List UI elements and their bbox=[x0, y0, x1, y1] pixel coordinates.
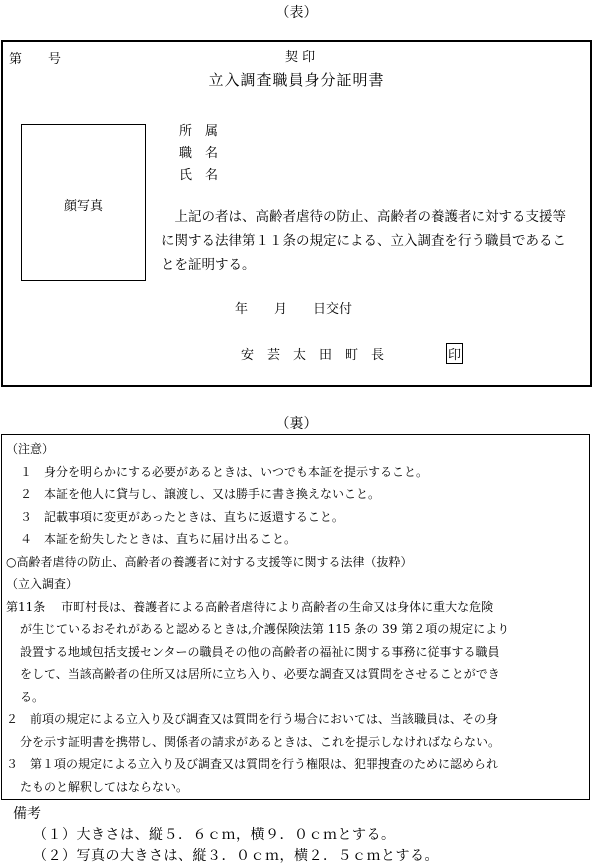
clause-2-line: ２ 前項の規定による立入り及び調査又は質問を行う場合においては、当該職員は、その身 bbox=[6, 712, 499, 726]
issuer: 安 芸 太 田 町 長 bbox=[241, 348, 385, 363]
caution-item: １ 身分を明らかにする必要があるときは、いつでも本証を提示すること。 bbox=[20, 464, 429, 479]
law-title: ○高齢者虐待の防止、高齢者の養護者に対する支援等に関する法律（抜粋） bbox=[6, 554, 413, 569]
caution-item: ２ 本証を他人に貸与し、譲渡し、又は勝手に書き換えないこと。 bbox=[20, 487, 381, 501]
card-title: 立入調査職員身分証明書 bbox=[208, 71, 385, 89]
field-name: 氏 名 bbox=[179, 168, 219, 183]
section-heading: （立入調査） bbox=[6, 577, 79, 591]
field-position: 職 名 bbox=[179, 146, 219, 161]
caution-item: ３ 記載事項に変更があったときは、直ちに返還すること。 bbox=[20, 509, 344, 524]
back-side-label: （裏） bbox=[275, 416, 318, 432]
notes-item: （２）写真の大きさは、縦３．０ｃｍ，横２．５ｃｍとする。 bbox=[33, 848, 439, 864]
clause-2-line: 分を示す証明書を携帯し、関係者の請求があるときは、これを提示しなければならない。 bbox=[20, 734, 501, 749]
notes-heading: 備考 bbox=[13, 806, 41, 822]
article-line: 第11条 市町村長は、養護者による高齢者虐待により高齢者の生命又は身体に重大な危険 bbox=[6, 599, 494, 614]
front-card bbox=[1, 40, 592, 387]
article-line: 設置する地域包括支援センターの職員その他の高齢者の福祉に関する事務に従事する職員 bbox=[20, 644, 500, 659]
seal-label: 契 印 bbox=[285, 50, 316, 65]
caution-heading: （注意） bbox=[6, 442, 55, 456]
article-line: が生じているおそれがあると認めるときは,介護保険法第 115 条の 39 第２項の規定により bbox=[20, 622, 510, 636]
number-label: 第 号 bbox=[9, 52, 62, 67]
caution-item: ４ 本証を紛失したときは、直ちに届け出ること。 bbox=[20, 532, 297, 546]
certification-text: 上記の者は、高齢者虐待の防止、高齢者の養護者に対する支援等に関する法律第１１条の規定による、立入調査を行う職員であることを証明する。 bbox=[161, 209, 566, 273]
field-affiliation: 所 属 bbox=[179, 124, 219, 139]
notes-section bbox=[13, 804, 439, 867]
issue-date: 年 月 日交付 bbox=[235, 302, 353, 317]
photo-box bbox=[21, 124, 146, 281]
article-line: をして、当該高齢者の住所又は居所に立ち入り、必要な調査又は質問をさせることができ bbox=[20, 667, 500, 681]
stamp-mark: 印 bbox=[446, 343, 463, 364]
notes-item: （１）大きさは、縦５．６ｃｍ，横９．０ｃｍとする。 bbox=[33, 827, 396, 843]
article-line: る。 bbox=[20, 689, 45, 704]
clause-3-line: ３ 第１項の規定による立入り及び調査又は質問を行う権限は、犯罪捜査のために認められ bbox=[6, 757, 499, 771]
photo-label: 顔写真 bbox=[63, 199, 103, 214]
back-card bbox=[1, 434, 590, 800]
front-side-label: （表） bbox=[275, 5, 318, 21]
clause-3-line: たものと解釈してはならない。 bbox=[20, 779, 189, 794]
